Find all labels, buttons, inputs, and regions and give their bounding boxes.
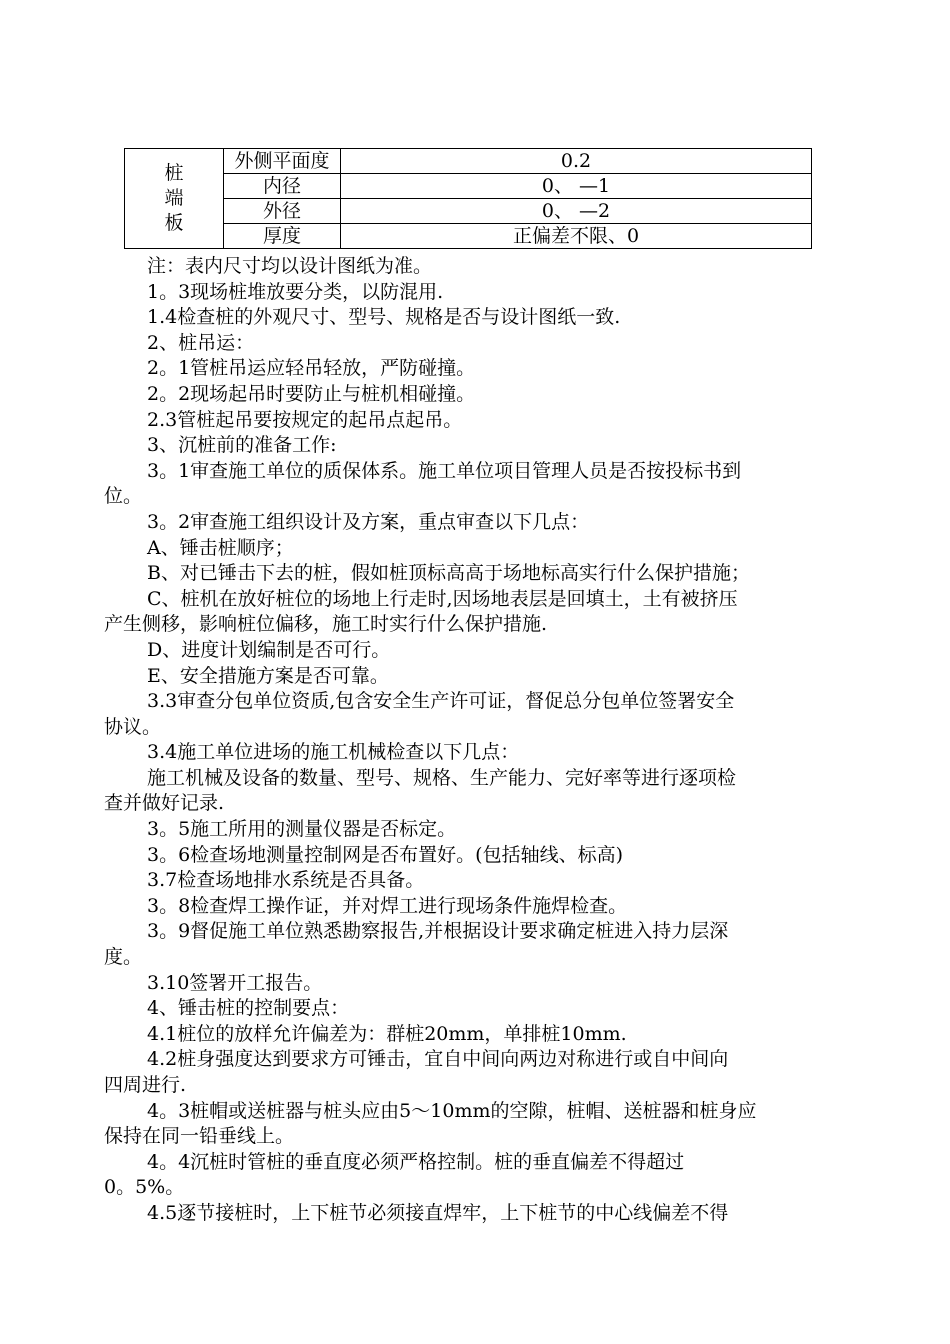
- table-row: [125, 224, 812, 249]
- text-line: 2。2现场起吊时要防止与桩机相碰撞。: [147, 382, 476, 405]
- text-line: D、进度计划编制是否可行。: [147, 638, 391, 661]
- table-row: [125, 149, 812, 174]
- text-line: 1。3现场桩堆放要分类，以防混用.: [147, 280, 444, 303]
- item-cell: 厚度: [224, 224, 341, 249]
- text-line-continuation: 位。: [104, 485, 143, 508]
- group-label-char: 端: [164, 187, 184, 209]
- text-line-continuation: 0。5%。: [104, 1176, 185, 1199]
- text-line: 施工机械及设备的数量、型号、规格、生产能力、完好率等进行逐项检: [147, 766, 737, 789]
- text-line: 2。1管桩吊运应轻吊轻放，严防碰撞。: [147, 357, 476, 380]
- pile-end-plate-tolerance-table: [124, 148, 812, 249]
- text-line: 4。4沉桩时管桩的垂直度必须严格控制。桩的垂直偏差不得超过: [147, 1150, 685, 1173]
- value-cell: 正偏差不限、0: [341, 224, 812, 249]
- text-line-continuation: 协议。: [104, 715, 162, 738]
- note-line: 注：表内尺寸均以设计图纸为准。: [147, 255, 433, 277]
- value-cell: 0、 —1: [341, 174, 812, 199]
- group-label-char: 板: [164, 212, 184, 234]
- text-line: 3.3审查分包单位资质,包含安全生产许可证，督促总分包单位签署安全: [147, 690, 735, 713]
- value-cell: 0、 —2: [341, 199, 812, 224]
- text-line: 1.4检查桩的外观尺寸、型号、规格是否与设计图纸一致.: [147, 306, 621, 329]
- text-line: B、对已锤击下去的桩，假如桩顶标高高于场地标高实行什么保护措施；: [147, 562, 750, 585]
- item-cell: 外径: [224, 199, 341, 224]
- text-line: E、安全措施方案是否可靠。: [147, 664, 389, 687]
- text-line: 3。6检查场地测量控制网是否布置好。(包括轴线、标高): [147, 843, 624, 866]
- text-line: 3。1审查施工单位的质保体系。施工单位项目管理人员是否按投标书到: [147, 459, 742, 482]
- text-line: 3。9督促施工单位熟悉勘察报告,并根据设计要求确定桩进入持力层深: [147, 920, 729, 943]
- text-line-continuation: 度。: [104, 946, 143, 969]
- section-heading: 2、桩吊运：: [147, 331, 255, 354]
- item-cell: 外侧平面度: [224, 149, 341, 174]
- text-line: 2.3管桩起吊要按规定的起吊点起吊。: [147, 408, 463, 431]
- section-heading: 4、锤击桩的控制要点：: [147, 997, 350, 1020]
- document-body: [104, 254, 849, 1227]
- text-line: 4.1桩位的放样允许偏差为：群桩20mm，单排桩10mm.: [147, 1022, 627, 1045]
- text-line: 3。8检查焊工操作证，并对焊工进行现场条件施焊检查。: [147, 894, 628, 917]
- text-line: A、锤击桩顺序；: [147, 536, 294, 559]
- item-cell: 内径: [224, 174, 341, 199]
- text-line: 3.4施工单位进场的施工机械检查以下几点：: [147, 741, 520, 764]
- text-line-continuation: 四周进行.: [104, 1074, 187, 1096]
- text-line: 3。2审查施工组织设计及方案，重点审查以下几点：: [147, 510, 590, 533]
- text-line-continuation: 保持在同一铅垂线上。: [104, 1125, 295, 1148]
- value-cell: 0.2: [341, 149, 812, 174]
- group-label-cell: [125, 149, 224, 249]
- text-line: 3.10签署开工报告。: [147, 971, 323, 994]
- text-line-continuation: 产生侧移，影响桩位偏移，施工时实行什么保护措施.: [104, 613, 548, 636]
- table-row: [125, 174, 812, 199]
- text-line: 4.2桩身强度达到要求方可锤击，宜自中间向两边对称进行或自中间向: [147, 1048, 729, 1071]
- text-line: 3.7检查场地排水系统是否具备。: [147, 869, 425, 892]
- text-line: 4.5逐节接桩时，上下桩节必须接直焊牢，上下桩节的中心线偏差不得: [147, 1201, 729, 1224]
- text-line: 4。3桩帽或送桩器与桩头应由5～10mm的空隙，桩帽、送桩器和桩身应: [147, 1099, 757, 1122]
- text-line-continuation: 查并做好记录.: [104, 792, 225, 815]
- table-row: [125, 199, 812, 224]
- text-line: 3。5施工所用的测量仪器是否标定。: [147, 818, 457, 841]
- section-heading: 3、沉桩前的准备工作:: [147, 434, 337, 457]
- group-label-char: 桩: [164, 162, 184, 184]
- text-line: C、桩机在放好桩位的场地上行走时,因场地表层是回填土，土有被挤压: [147, 587, 738, 610]
